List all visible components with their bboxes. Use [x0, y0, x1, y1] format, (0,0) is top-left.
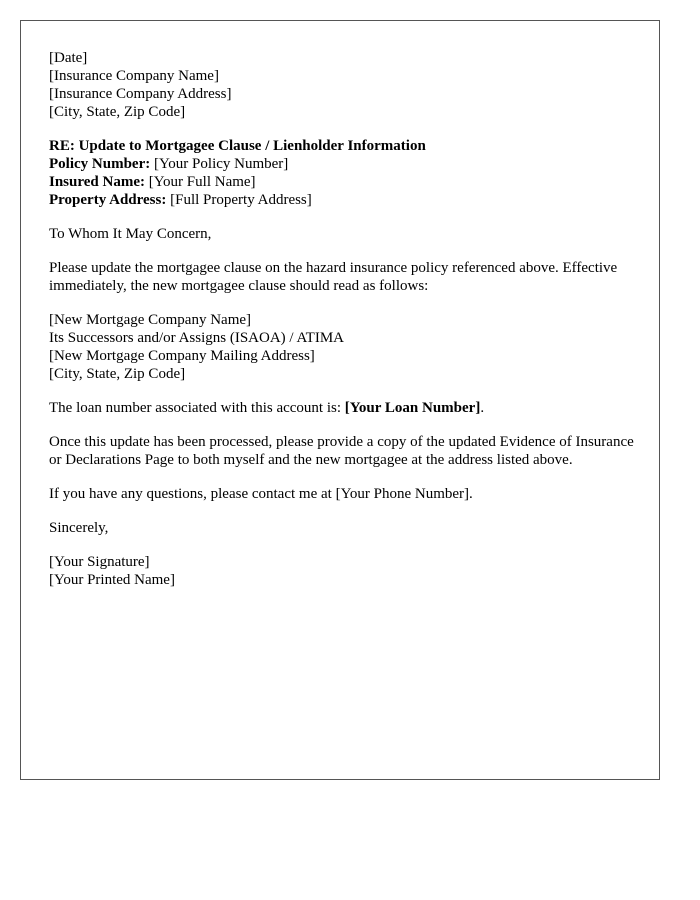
paragraph-evidence-request — [49, 433, 639, 469]
sign-off — [49, 519, 639, 537]
company-city-line: [City, State, Zip Code] — [49, 104, 186, 120]
property-address-line — [49, 191, 639, 209]
salutation — [49, 225, 639, 243]
mortgagee-clause-block — [49, 311, 639, 383]
paragraph-evidence-request-text: Once this update has been processed, please provide a copy of the updated Evidence of Insurance or Declarations Page to both myself and the new mortgagee at the address listed above. — [49, 434, 634, 468]
signature-block — [49, 553, 639, 589]
mortgagee-city-line: [City, State, Zip Code] — [49, 366, 186, 382]
subject-line: RE: Update to Mortgagee Clause / Lienholder Information — [49, 138, 426, 154]
letter-page — [20, 20, 660, 780]
company-name-line: [Insurance Company Name] — [49, 68, 219, 84]
loan-number-text: The loan number associated with this account is: — [49, 400, 345, 416]
mortgagee-successors-line: Its Successors and/or Assigns (ISAOA) / ATIMA — [49, 330, 344, 346]
loan-number-sentence — [49, 399, 639, 417]
company-address-line: [Insurance Company Address] — [49, 86, 232, 102]
property-address-value: [Full Property Address] — [166, 192, 312, 208]
policy-number-label: Policy Number: — [49, 156, 151, 172]
reference-block — [49, 137, 639, 209]
loan-number-end: . — [480, 400, 485, 416]
paragraph-loan-number — [49, 399, 639, 417]
insured-name-value: [Your Full Name] — [144, 174, 256, 190]
recipient-block — [49, 49, 639, 121]
printed-name-line: [Your Printed Name] — [49, 572, 175, 588]
paragraph-update-request-text: Please update the mortgagee clause on the hazard insurance policy referenced above. Effective immediately, the new mortgagee clause should read as follows: — [49, 260, 618, 294]
salutation-text: To Whom It May Concern, — [49, 226, 212, 242]
sign-off-text: Sincerely, — [49, 520, 109, 536]
policy-number-value: [Your Policy Number] — [150, 156, 289, 172]
paragraph-contact — [49, 485, 639, 503]
paragraph-update-request — [49, 259, 639, 295]
property-address-label: Property Address: — [49, 192, 167, 208]
policy-number-line — [49, 155, 639, 173]
paragraph-contact-text: If you have any questions, please contact me at [Your Phone Number]. — [49, 486, 473, 502]
loan-number-value: [Your Loan Number] — [344, 400, 481, 416]
signature-line: [Your Signature] — [49, 554, 150, 570]
insured-name-label: Insured Name: — [49, 174, 145, 190]
date-line: [Date] — [49, 50, 88, 66]
mortgagee-name-line: [New Mortgage Company Name] — [49, 312, 252, 328]
insured-name-line — [49, 173, 639, 191]
letter-body — [49, 49, 639, 605]
mortgagee-address-line: [New Mortgage Company Mailing Address] — [49, 348, 315, 364]
